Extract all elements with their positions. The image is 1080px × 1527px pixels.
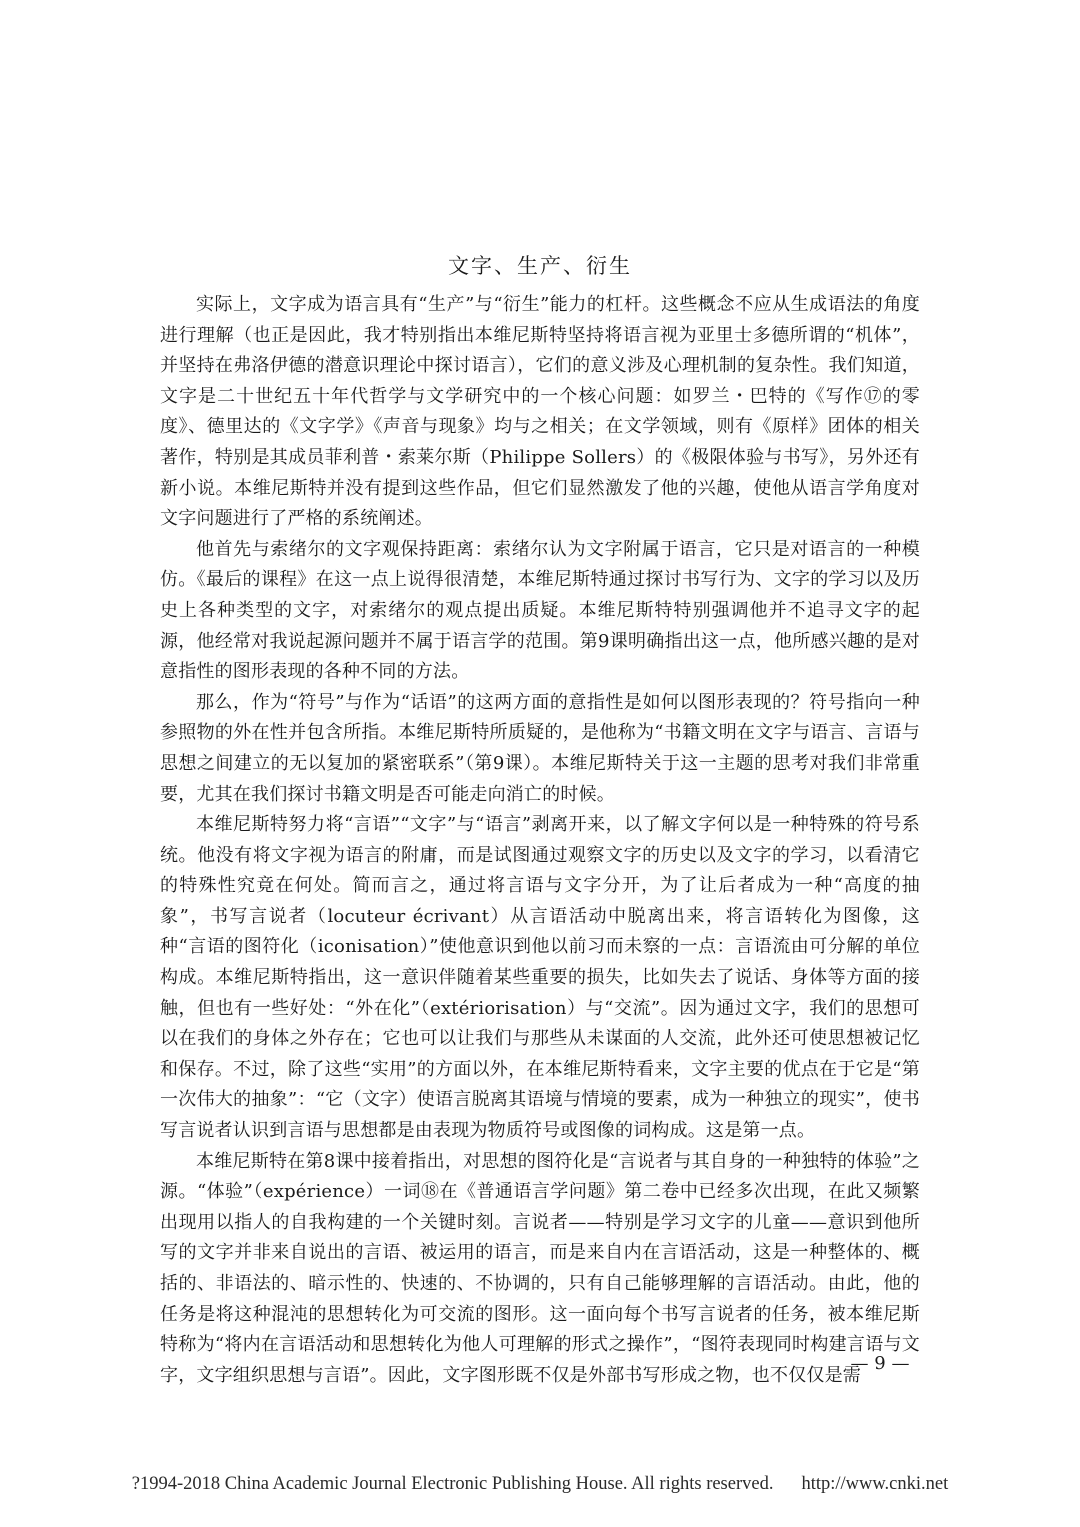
paragraph: 实际上，文字成为语言具有“生产”与“衍生”能力的杠杆。这些概念不应从生成语法的角度进行理解（也正是因此，我才特别指出本维尼斯特坚持将语言视为亚里士多德所谓的“机体”，并坚持在弗洛伊德的潜意识理论中探讨语言），它们的意义涉及心理机制的复杂性。我们知道，文字是二十世纪五十年代哲学与文学研究中的一个核心问题：如罗兰・巴特的《写作⑰的零度》、德里达的《文字学》《声音与现象》均与之相关；在文学领域，则有《原样》团体的相关著作，特别是其成员菲利普・索莱尔斯（Philippe Sollers）的《极限体验与书写》，另外还有新小说。本维尼斯特并没有提到这些作品，但它们显然激发了他的兴趣，使他从语言学角度对文字问题进行了严格的系统阐述。 xyxy=(160,294,920,530)
body-text xyxy=(160,290,920,1391)
paragraph: 那么，作为“符号”与作为“话语”的这两方面的意指性是如何以图形表现的？符号指向一种参照物的外在性并包含所指。本维尼斯特所质疑的，是他称为“书籍文明在文字与语言、言语与思想之间建立的无以复加的紧密联系”（第9课）。本维尼斯特关于这一主题的思考对我们非常重要，尤其在我们探讨书籍文明是否可能走向消亡的时候。 xyxy=(160,691,920,805)
paragraph: 他首先与索绪尔的文字观保持距离：索绪尔认为文字附属于语言，它只是对语言的一种模仿。《最后的课程》在这一点上说得很清楚，本维尼斯特通过探讨书写行为、文字的学习以及历史上各种类型的文字，对索绪尔的观点提出质疑。本维尼斯特特别强调他并不追寻文字的起源，他经常对我说起源问题并不属于语言学的范围。第9课明确指出这一点，他所感兴趣的是对意指性的图形表现的各种不同的方法。 xyxy=(160,538,920,683)
copyright-footer xyxy=(0,1472,1080,1496)
paragraph: 本维尼斯特努力将“言语”“文字”与“语言”剥离开来，以了解文字何以是一种特殊的符号系统。他没有将文字视为语言的附庸，而是试图通过观察文字的历史以及文字的学习，以看清它的特殊性究竟在何处。简而言之，通过将言语与文字分开，为了让后者成为一种“高度的抽象”，书写言说者（locuteur écrivant）从言语活动中脱离出来，将言语转化为图像，这种“言语的图符化（iconisation）”使他意识到他以前习而未察的一点：言语流由可分解的单位构成。本维尼斯特指出，这一意识伴随着某些重要的损失，比如失去了说话、身体等方面的接触，但也有一些好处：“外在化”（extériorisation）与“交流”。因为通过文字，我们的思想可以在我们的身体之外存在；它也可以让我们与那些从未谋面的人交流，此外还可使思想被记忆和保存。不过，除了这些“实用”的方面以外，在本维尼斯特看来，文字主要的优点在于它是“第一次伟大的抽象”：“它（文字）使语言脱离其语境与情境的要素，成为一种独立的现实”，使书写言说者认识到言语与思想都是由表现为物质符号或图像的词构成。这是第一点。 xyxy=(160,814,920,1142)
footer-url[interactable]: http://www.cnki.net xyxy=(801,1474,949,1494)
page-number: — 9 — xyxy=(850,1353,910,1374)
copyright-text: ?1994-2018 China Academic Journal Electronic Publishing House. All rights reserved. xyxy=(131,1474,774,1494)
section-title: 文字、生产、衍生 xyxy=(448,254,632,278)
paragraph: 本维尼斯特在第8课中接着指出，对思想的图符化是“言说者与其自身的一种独特的体验”之源。“体验”（expérience）一词⑱在《普通语言学问题》第二卷中已经多次出现，在此又频繁出现用以指人的自我构建的一个关键时刻。言说者——特别是学习文字的儿童——意识到他所写的文字并非来自说出的言语、被运用的语言，而是来自内在言语活动，这是一种整体的、概括的、非语法的、暗示性的、快速的、不协调的，只有自己能够理解的言语活动。由此，他的任务是将这种混沌的思想转化为可交流的图形。这一面向每个书写言说者的任务，被本维尼斯特称为“将内在言语活动和思想转化为他人可理解的形式之操作”，“图符表现同时构建言语与文字，文字组织思想与言语”。因此，文字图形既不仅是外部书写形成之物，也不仅仅是需 xyxy=(160,1150,920,1386)
